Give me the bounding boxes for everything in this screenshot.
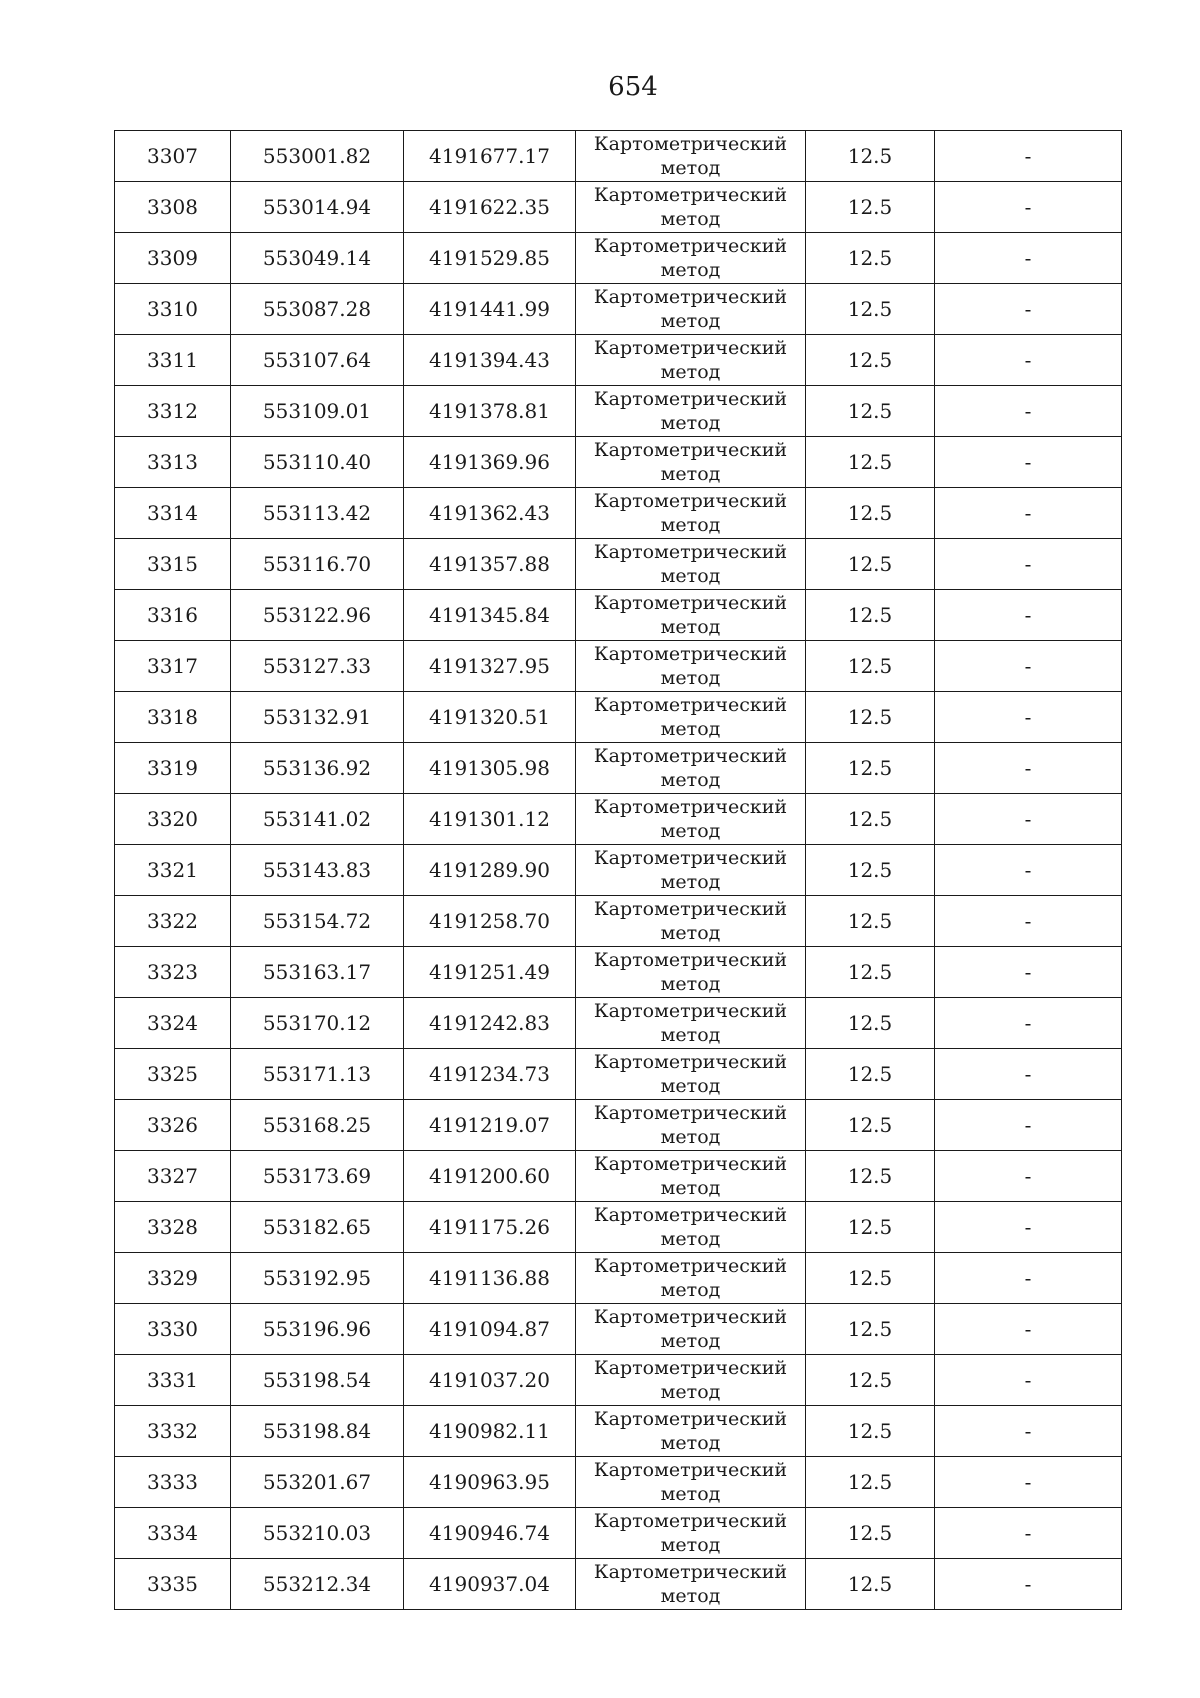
method-line-2: метод: [660, 769, 721, 791]
table-row: [115, 1100, 1122, 1151]
method-cell: [576, 743, 806, 794]
method-line-2: метод: [660, 259, 721, 281]
x-coordinate-cell: 553116.70: [231, 539, 404, 590]
note-cell: -: [935, 1457, 1122, 1508]
x-coordinate-cell: 553182.65: [231, 1202, 404, 1253]
method-line-1: Картометрический: [593, 286, 788, 308]
note-cell: -: [935, 590, 1122, 641]
accuracy-cell: 12.5: [806, 743, 935, 794]
accuracy-cell: 12.5: [806, 1049, 935, 1100]
method-line-2: метод: [660, 1534, 721, 1556]
note-cell: -: [935, 386, 1122, 437]
x-coordinate-cell: 553049.14: [231, 233, 404, 284]
method-cell: [576, 437, 806, 488]
method-line-2: метод: [660, 1177, 721, 1199]
y-coordinate-cell: 4191677.17: [404, 131, 576, 182]
method-line-1: Картометрический: [593, 541, 788, 563]
method-line-1: Картометрический: [593, 1357, 788, 1379]
method-line-1: Картометрический: [593, 1561, 788, 1583]
method-line-2: метод: [660, 361, 721, 383]
method-line-1: Картометрический: [593, 898, 788, 920]
table-row: [115, 539, 1122, 590]
method-line-2: метод: [660, 1126, 721, 1148]
y-coordinate-cell: 4191175.26: [404, 1202, 576, 1253]
method-cell: [576, 1100, 806, 1151]
note-cell: -: [935, 539, 1122, 590]
table-row: [115, 1406, 1122, 1457]
accuracy-cell: 12.5: [806, 590, 935, 641]
note-cell: -: [935, 998, 1122, 1049]
method-line-2: метод: [660, 463, 721, 485]
method-line-2: метод: [660, 310, 721, 332]
note-cell: -: [935, 488, 1122, 539]
point-number-cell: 3327: [115, 1151, 231, 1202]
method-line-2: метод: [660, 1024, 721, 1046]
table-row: [115, 845, 1122, 896]
note-cell: -: [935, 947, 1122, 998]
method-line-2: метод: [660, 1075, 721, 1097]
y-coordinate-cell: 4191301.12: [404, 794, 576, 845]
table-row: [115, 1355, 1122, 1406]
method-line-1: Картометрический: [593, 1051, 788, 1073]
table-row: [115, 1559, 1122, 1610]
method-cell: [576, 1406, 806, 1457]
point-number-cell: 3323: [115, 947, 231, 998]
method-cell: [576, 641, 806, 692]
method-line-1: Картометрический: [593, 133, 788, 155]
point-number-cell: 3321: [115, 845, 231, 896]
method-line-1: Картометрический: [593, 745, 788, 767]
note-cell: -: [935, 182, 1122, 233]
x-coordinate-cell: 553192.95: [231, 1253, 404, 1304]
accuracy-cell: 12.5: [806, 437, 935, 488]
table-row: [115, 743, 1122, 794]
point-number-cell: 3328: [115, 1202, 231, 1253]
note-cell: -: [935, 335, 1122, 386]
accuracy-cell: 12.5: [806, 641, 935, 692]
method-line-2: метод: [660, 1330, 721, 1352]
x-coordinate-cell: 553196.96: [231, 1304, 404, 1355]
table-row: [115, 182, 1122, 233]
accuracy-cell: 12.5: [806, 896, 935, 947]
method-line-1: Картометрический: [593, 337, 788, 359]
y-coordinate-cell: 4191378.81: [404, 386, 576, 437]
accuracy-cell: 12.5: [806, 386, 935, 437]
x-coordinate-cell: 553201.67: [231, 1457, 404, 1508]
coordinates-table: [114, 130, 1122, 1610]
point-number-cell: 3320: [115, 794, 231, 845]
note-cell: -: [935, 1049, 1122, 1100]
table-row: [115, 641, 1122, 692]
y-coordinate-cell: 4191529.85: [404, 233, 576, 284]
note-cell: -: [935, 692, 1122, 743]
x-coordinate-cell: 553113.42: [231, 488, 404, 539]
accuracy-cell: 12.5: [806, 131, 935, 182]
method-line-1: Картометрический: [593, 1408, 788, 1430]
note-cell: -: [935, 1406, 1122, 1457]
coordinates-table-body: [115, 131, 1122, 1610]
x-coordinate-cell: 553198.54: [231, 1355, 404, 1406]
y-coordinate-cell: 4191305.98: [404, 743, 576, 794]
accuracy-cell: 12.5: [806, 845, 935, 896]
note-cell: -: [935, 131, 1122, 182]
accuracy-cell: 12.5: [806, 692, 935, 743]
x-coordinate-cell: 553001.82: [231, 131, 404, 182]
x-coordinate-cell: 553014.94: [231, 182, 404, 233]
table-row: [115, 1253, 1122, 1304]
point-number-cell: 3325: [115, 1049, 231, 1100]
method-line-1: Картометрический: [593, 1306, 788, 1328]
method-line-2: метод: [660, 412, 721, 434]
point-number-cell: 3313: [115, 437, 231, 488]
method-cell: [576, 1355, 806, 1406]
method-line-2: метод: [660, 1585, 721, 1607]
method-cell: [576, 947, 806, 998]
accuracy-cell: 12.5: [806, 1304, 935, 1355]
table-row: [115, 335, 1122, 386]
accuracy-cell: 12.5: [806, 1355, 935, 1406]
method-cell: [576, 1559, 806, 1610]
method-cell: [576, 182, 806, 233]
point-number-cell: 3318: [115, 692, 231, 743]
table-row: [115, 437, 1122, 488]
method-line-1: Картометрический: [593, 184, 788, 206]
method-cell: [576, 386, 806, 437]
y-coordinate-cell: 4191369.96: [404, 437, 576, 488]
method-cell: [576, 488, 806, 539]
note-cell: -: [935, 794, 1122, 845]
table-row: [115, 794, 1122, 845]
accuracy-cell: 12.5: [806, 1508, 935, 1559]
note-cell: -: [935, 437, 1122, 488]
method-cell: [576, 539, 806, 590]
note-cell: -: [935, 284, 1122, 335]
y-coordinate-cell: 4191345.84: [404, 590, 576, 641]
x-coordinate-cell: 553212.34: [231, 1559, 404, 1610]
method-line-2: метод: [660, 1432, 721, 1454]
method-line-2: метод: [660, 667, 721, 689]
x-coordinate-cell: 553122.96: [231, 590, 404, 641]
method-line-2: метод: [660, 1279, 721, 1301]
x-coordinate-cell: 553107.64: [231, 335, 404, 386]
y-coordinate-cell: 4191622.35: [404, 182, 576, 233]
table-row: [115, 1304, 1122, 1355]
table-row: [115, 284, 1122, 335]
method-cell: [576, 1304, 806, 1355]
method-cell: [576, 1253, 806, 1304]
x-coordinate-cell: 553141.02: [231, 794, 404, 845]
method-cell: [576, 692, 806, 743]
y-coordinate-cell: 4191357.88: [404, 539, 576, 590]
table-row: [115, 1151, 1122, 1202]
table-row: [115, 998, 1122, 1049]
method-line-2: метод: [660, 922, 721, 944]
point-number-cell: 3317: [115, 641, 231, 692]
accuracy-cell: 12.5: [806, 947, 935, 998]
y-coordinate-cell: 4191242.83: [404, 998, 576, 1049]
note-cell: -: [935, 233, 1122, 284]
method-cell: [576, 335, 806, 386]
note-cell: -: [935, 1355, 1122, 1406]
method-line-2: метод: [660, 973, 721, 995]
x-coordinate-cell: 553109.01: [231, 386, 404, 437]
point-number-cell: 3311: [115, 335, 231, 386]
y-coordinate-cell: 4191037.20: [404, 1355, 576, 1406]
note-cell: -: [935, 845, 1122, 896]
method-line-1: Картометрический: [593, 592, 788, 614]
point-number-cell: 3333: [115, 1457, 231, 1508]
method-cell: [576, 131, 806, 182]
point-number-cell: 3312: [115, 386, 231, 437]
accuracy-cell: 12.5: [806, 1151, 935, 1202]
y-coordinate-cell: 4190937.04: [404, 1559, 576, 1610]
point-number-cell: 3315: [115, 539, 231, 590]
method-line-1: Картометрический: [593, 643, 788, 665]
method-line-2: метод: [660, 871, 721, 893]
accuracy-cell: 12.5: [806, 284, 935, 335]
method-line-1: Картометрический: [593, 235, 788, 257]
method-cell: [576, 284, 806, 335]
y-coordinate-cell: 4191441.99: [404, 284, 576, 335]
x-coordinate-cell: 553136.92: [231, 743, 404, 794]
method-line-1: Картометрический: [593, 949, 788, 971]
method-line-2: метод: [660, 514, 721, 536]
note-cell: -: [935, 896, 1122, 947]
method-line-1: Картометрический: [593, 796, 788, 818]
method-line-1: Картометрический: [593, 439, 788, 461]
point-number-cell: 3324: [115, 998, 231, 1049]
method-line-1: Картометрический: [593, 1510, 788, 1532]
accuracy-cell: 12.5: [806, 1253, 935, 1304]
table-row: [115, 896, 1122, 947]
point-number-cell: 3322: [115, 896, 231, 947]
method-line-2: метод: [660, 1228, 721, 1250]
table-row: [115, 1049, 1122, 1100]
method-cell: [576, 845, 806, 896]
point-number-cell: 3331: [115, 1355, 231, 1406]
point-number-cell: 3319: [115, 743, 231, 794]
table-row: [115, 131, 1122, 182]
method-line-1: Картометрический: [593, 1153, 788, 1175]
accuracy-cell: 12.5: [806, 1202, 935, 1253]
method-line-2: метод: [660, 565, 721, 587]
method-line-2: метод: [660, 1381, 721, 1403]
note-cell: -: [935, 743, 1122, 794]
page-number: 654: [608, 72, 658, 102]
y-coordinate-cell: 4191362.43: [404, 488, 576, 539]
point-number-cell: 3308: [115, 182, 231, 233]
table-row: [115, 488, 1122, 539]
method-line-2: метод: [660, 157, 721, 179]
point-number-cell: 3330: [115, 1304, 231, 1355]
table-row: [115, 1202, 1122, 1253]
note-cell: -: [935, 1559, 1122, 1610]
accuracy-cell: 12.5: [806, 998, 935, 1049]
method-cell: [576, 1202, 806, 1253]
method-line-1: Картометрический: [593, 1459, 788, 1481]
x-coordinate-cell: 553127.33: [231, 641, 404, 692]
y-coordinate-cell: 4191258.70: [404, 896, 576, 947]
method-cell: [576, 998, 806, 1049]
method-line-1: Картометрический: [593, 388, 788, 410]
method-line-1: Картометрический: [593, 694, 788, 716]
y-coordinate-cell: 4191094.87: [404, 1304, 576, 1355]
table-row: [115, 947, 1122, 998]
note-cell: -: [935, 1253, 1122, 1304]
table-row: [115, 1508, 1122, 1559]
method-cell: [576, 1508, 806, 1559]
accuracy-cell: 12.5: [806, 539, 935, 590]
method-line-2: метод: [660, 208, 721, 230]
point-number-cell: 3310: [115, 284, 231, 335]
note-cell: -: [935, 641, 1122, 692]
x-coordinate-cell: 553168.25: [231, 1100, 404, 1151]
point-number-cell: 3309: [115, 233, 231, 284]
accuracy-cell: 12.5: [806, 794, 935, 845]
x-coordinate-cell: 553210.03: [231, 1508, 404, 1559]
y-coordinate-cell: 4191136.88: [404, 1253, 576, 1304]
note-cell: -: [935, 1100, 1122, 1151]
method-cell: [576, 794, 806, 845]
note-cell: -: [935, 1304, 1122, 1355]
accuracy-cell: 12.5: [806, 1406, 935, 1457]
point-number-cell: 3316: [115, 590, 231, 641]
y-coordinate-cell: 4191234.73: [404, 1049, 576, 1100]
point-number-cell: 3329: [115, 1253, 231, 1304]
x-coordinate-cell: 553163.17: [231, 947, 404, 998]
method-line-2: метод: [660, 1483, 721, 1505]
x-coordinate-cell: 553170.12: [231, 998, 404, 1049]
x-coordinate-cell: 553171.13: [231, 1049, 404, 1100]
method-line-1: Картометрический: [593, 1000, 788, 1022]
point-number-cell: 3314: [115, 488, 231, 539]
accuracy-cell: 12.5: [806, 335, 935, 386]
point-number-cell: 3326: [115, 1100, 231, 1151]
point-number-cell: 3332: [115, 1406, 231, 1457]
x-coordinate-cell: 553110.40: [231, 437, 404, 488]
x-coordinate-cell: 553143.83: [231, 845, 404, 896]
y-coordinate-cell: 4190946.74: [404, 1508, 576, 1559]
table-row: [115, 386, 1122, 437]
table-row: [115, 692, 1122, 743]
x-coordinate-cell: 553087.28: [231, 284, 404, 335]
y-coordinate-cell: 4191289.90: [404, 845, 576, 896]
y-coordinate-cell: 4191327.95: [404, 641, 576, 692]
y-coordinate-cell: 4190982.11: [404, 1406, 576, 1457]
point-number-cell: 3335: [115, 1559, 231, 1610]
note-cell: -: [935, 1508, 1122, 1559]
accuracy-cell: 12.5: [806, 233, 935, 284]
point-number-cell: 3307: [115, 131, 231, 182]
table-row: [115, 233, 1122, 284]
method-line-1: Картометрический: [593, 1204, 788, 1226]
method-line-1: Картометрический: [593, 1255, 788, 1277]
x-coordinate-cell: 553173.69: [231, 1151, 404, 1202]
method-cell: [576, 590, 806, 641]
method-cell: [576, 233, 806, 284]
method-line-1: Картометрический: [593, 490, 788, 512]
accuracy-cell: 12.5: [806, 1100, 935, 1151]
y-coordinate-cell: 4191200.60: [404, 1151, 576, 1202]
x-coordinate-cell: 553154.72: [231, 896, 404, 947]
note-cell: -: [935, 1202, 1122, 1253]
x-coordinate-cell: 553198.84: [231, 1406, 404, 1457]
method-line-1: Картометрический: [593, 847, 788, 869]
y-coordinate-cell: 4191320.51: [404, 692, 576, 743]
table-row: [115, 1457, 1122, 1508]
y-coordinate-cell: 4190963.95: [404, 1457, 576, 1508]
method-cell: [576, 1049, 806, 1100]
y-coordinate-cell: 4191219.07: [404, 1100, 576, 1151]
method-line-2: метод: [660, 718, 721, 740]
x-coordinate-cell: 553132.91: [231, 692, 404, 743]
method-cell: [576, 1457, 806, 1508]
table-row: [115, 590, 1122, 641]
point-number-cell: 3334: [115, 1508, 231, 1559]
accuracy-cell: 12.5: [806, 182, 935, 233]
note-cell: -: [935, 1151, 1122, 1202]
method-line-2: метод: [660, 616, 721, 638]
method-cell: [576, 1151, 806, 1202]
accuracy-cell: 12.5: [806, 488, 935, 539]
accuracy-cell: 12.5: [806, 1559, 935, 1610]
y-coordinate-cell: 4191251.49: [404, 947, 576, 998]
method-line-1: Картометрический: [593, 1102, 788, 1124]
accuracy-cell: 12.5: [806, 1457, 935, 1508]
method-cell: [576, 896, 806, 947]
y-coordinate-cell: 4191394.43: [404, 335, 576, 386]
method-line-2: метод: [660, 820, 721, 842]
